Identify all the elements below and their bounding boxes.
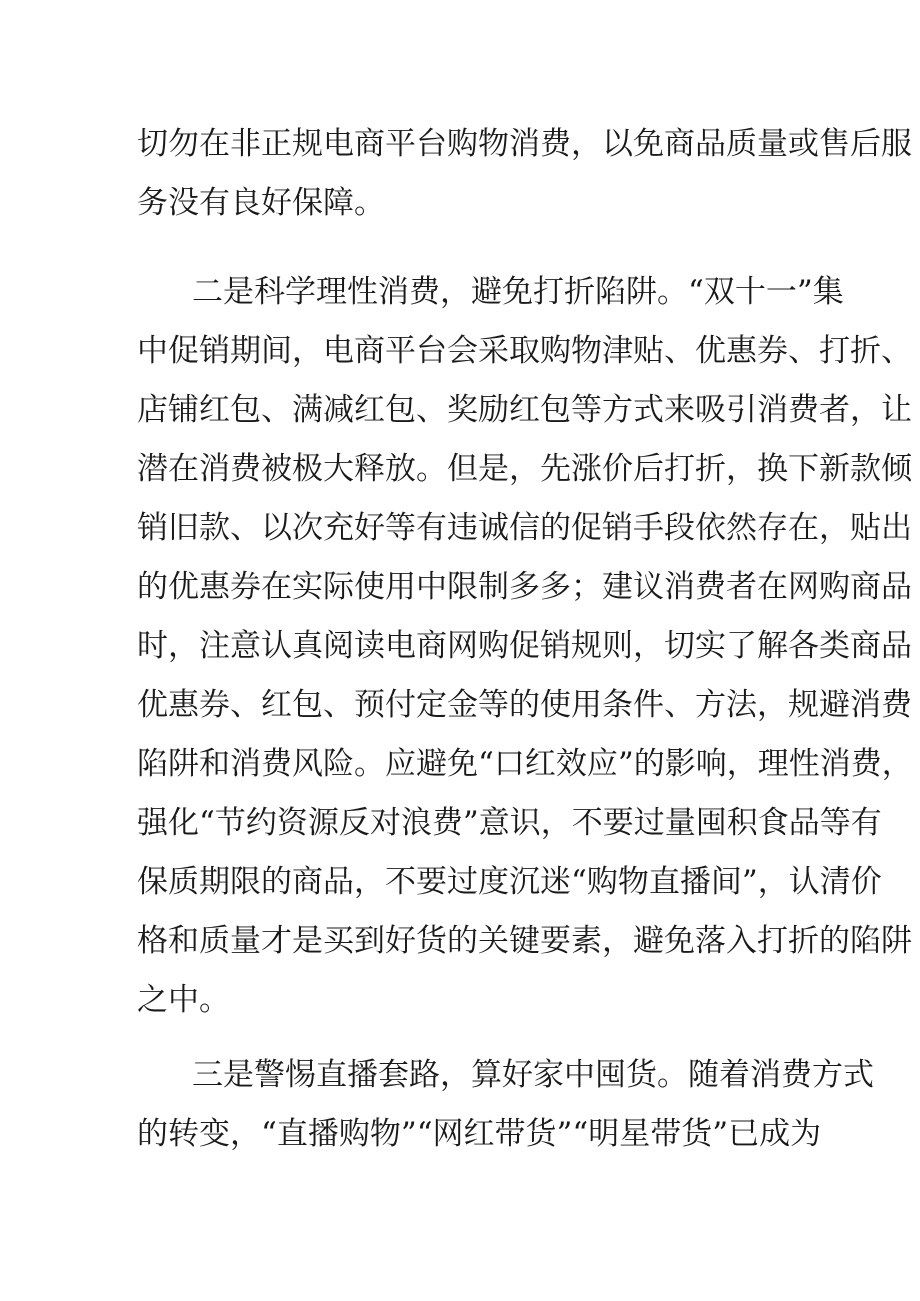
- paragraph-2-line-1: 二是科学理性消费，避免打折陷阱。“双十一”集: [192, 274, 844, 310]
- paragraph-1-line-1: 切勿在非正规电商平台购物消费，以免商品质量或售后服: [137, 126, 912, 162]
- paragraph-2-line-3: 店铺红包、满减红包、奖励红包等方式来吸引消费者，让: [137, 392, 912, 428]
- paragraph-2-line-4: 潜在消费被极大释放。但是，先涨价后打折，换下新款倾: [137, 451, 912, 487]
- paragraph-1-line-2: 务没有良好保障。: [137, 185, 385, 221]
- paragraph-2-line-12: 格和质量才是买到好货的关键要素，避免落入打折的陷阱: [137, 923, 912, 959]
- paragraph-3-line-2: 的转变，“直播购物”“网红带货”“明星带货”已成为: [137, 1116, 822, 1152]
- paragraph-2-line-2: 中促销期间，电商平台会采取购物津贴、优惠券、打折、: [137, 333, 912, 369]
- paragraph-2-line-10: 强化“节约资源反对浪费”意识，不要过量囤积食品等有: [137, 805, 882, 841]
- paragraph-2-line-9: 陷阱和消费风险。应避免“口红效应”的影响，理性消费，: [137, 746, 913, 782]
- paragraph-2-line-7: 时，注意认真阅读电商网购促销规则，切实了解各类商品: [137, 628, 912, 664]
- paragraph-2-line-6: 的优惠券在实际使用中限制多多；建议消费者在网购商品: [137, 569, 912, 605]
- paragraph-2-line-13: 之中。: [137, 982, 230, 1018]
- paragraph-3-line-1: 三是警惕直播套路，算好家中囤货。随着消费方式: [192, 1057, 874, 1093]
- paragraph-2-line-5: 销旧款、以次充好等有违诚信的促销手段依然存在，贴出: [137, 510, 912, 546]
- paragraph-2-line-11: 保质期限的商品，不要过度沉迷“购物直播间”，认清价: [137, 864, 882, 900]
- paragraph-2-line-8: 优惠券、红包、预付定金等的使用条件、方法，规避消费: [137, 687, 912, 723]
